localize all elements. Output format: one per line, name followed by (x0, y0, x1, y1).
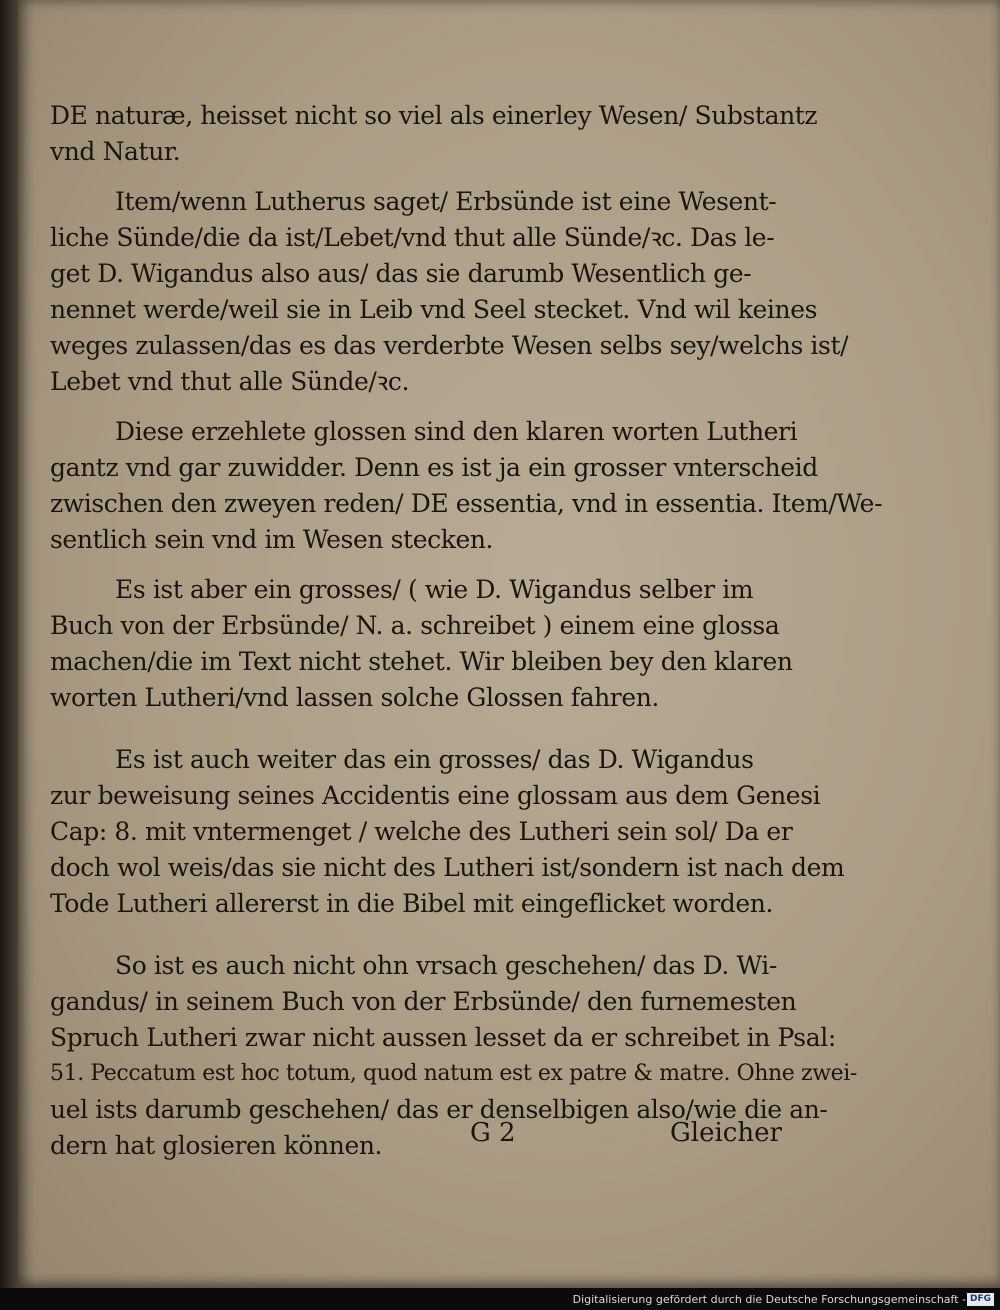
text-line: Tode Lutheri allererst in die Bibel mit eingeflicket worden. (50, 889, 773, 918)
text-line: nennet werde/weil sie in Leib vnd Seel stecket. Vnd wil keines (50, 295, 818, 324)
text-line: machen/die im Text nicht stehet. Wir bleiben bey den klaren (50, 647, 793, 676)
page-footer (50, 1118, 790, 1158)
text-line: dern hat glosieren können. (50, 1131, 383, 1160)
text-line: Spruch Lutheri zwar nicht aussen lesset da er schreibet in Psal: (50, 1023, 836, 1052)
text-line: Item/wenn Lutherus saget/ Erbsünde ist eine Wesent- (115, 187, 777, 216)
text-line: DE naturæ, heisset nicht so viel als einerley Wesen/ Substantz (50, 101, 818, 130)
text-line: So ist es auch nicht ohn vrsach geschehen/ das D. Wi- (115, 951, 777, 980)
catchword: Gleicher (670, 1118, 782, 1148)
text-line: get D. Wigandus also aus/ das sie darumb Wesentlich ge- (50, 259, 752, 288)
text-line: liche Sünde/die da ist/Lebet/vnd thut alle Sünde/ꝛc. Das le- (50, 223, 775, 252)
text-line: uel ists darumb geschehen/ das er denselbigen also/wie die an- (50, 1095, 828, 1124)
text-line: Lebet vnd thut alle Sünde/ꝛc. (50, 367, 409, 396)
digitization-credit: Digitalisierung gefördert durch die Deutsche Forschungsgemeinschaft - (572, 1293, 966, 1306)
text-line: Buch von der Erbsünde/ N. a. schreibet ) einem eine glossa (50, 611, 780, 640)
text-line: zwischen den zweyen reden/ DE essentia, vnd in essentia. Item/We- (50, 489, 883, 518)
text-line: gandus/ in seinem Buch von der Erbsünde/ den furnemesten (50, 987, 797, 1016)
text-line: Diese erzehlete glossen sind den klaren worten Lutheri (115, 417, 798, 446)
signature-mark: G 2 (470, 1118, 516, 1148)
credit-bar (0, 1288, 1000, 1310)
text-line: Cap: 8. mit vntermenget / welche des Lutheri sein sol/ Da er (50, 817, 793, 846)
text-line: vnd Natur. (50, 137, 181, 166)
text-line: 51. Peccatum est hoc totum, quod natum est ex patre & matre. Ohne zwei- (50, 1061, 857, 1086)
page-text (50, 98, 883, 1164)
text-line: zur beweisung seines Accidentis eine glossam aus dem Genesi (50, 781, 821, 810)
book-page (18, 0, 1000, 1288)
text-line: doch wol weis/das sie nicht des Lutheri ist/sondern ist nach dem (50, 853, 845, 882)
text-line: weges zulassen/das es das verderbte Wesen selbs sey/welchs ist/ (50, 331, 849, 360)
text-line: worten Lutheri/vnd lassen solche Glossen fahren. (50, 683, 659, 712)
text-line: Es ist auch weiter das ein grosses/ das D. Wigandus (115, 745, 754, 774)
text-line: sentlich sein vnd im Wesen stecken. (50, 525, 494, 554)
dfg-logo: DFG (967, 1293, 994, 1306)
text-line: gantz vnd gar zuwidder. Denn es ist ja ein grosser vnterscheid (50, 453, 818, 482)
text-line: Es ist aber ein grosses/ ( wie D. Wigandus selber im (115, 575, 754, 604)
